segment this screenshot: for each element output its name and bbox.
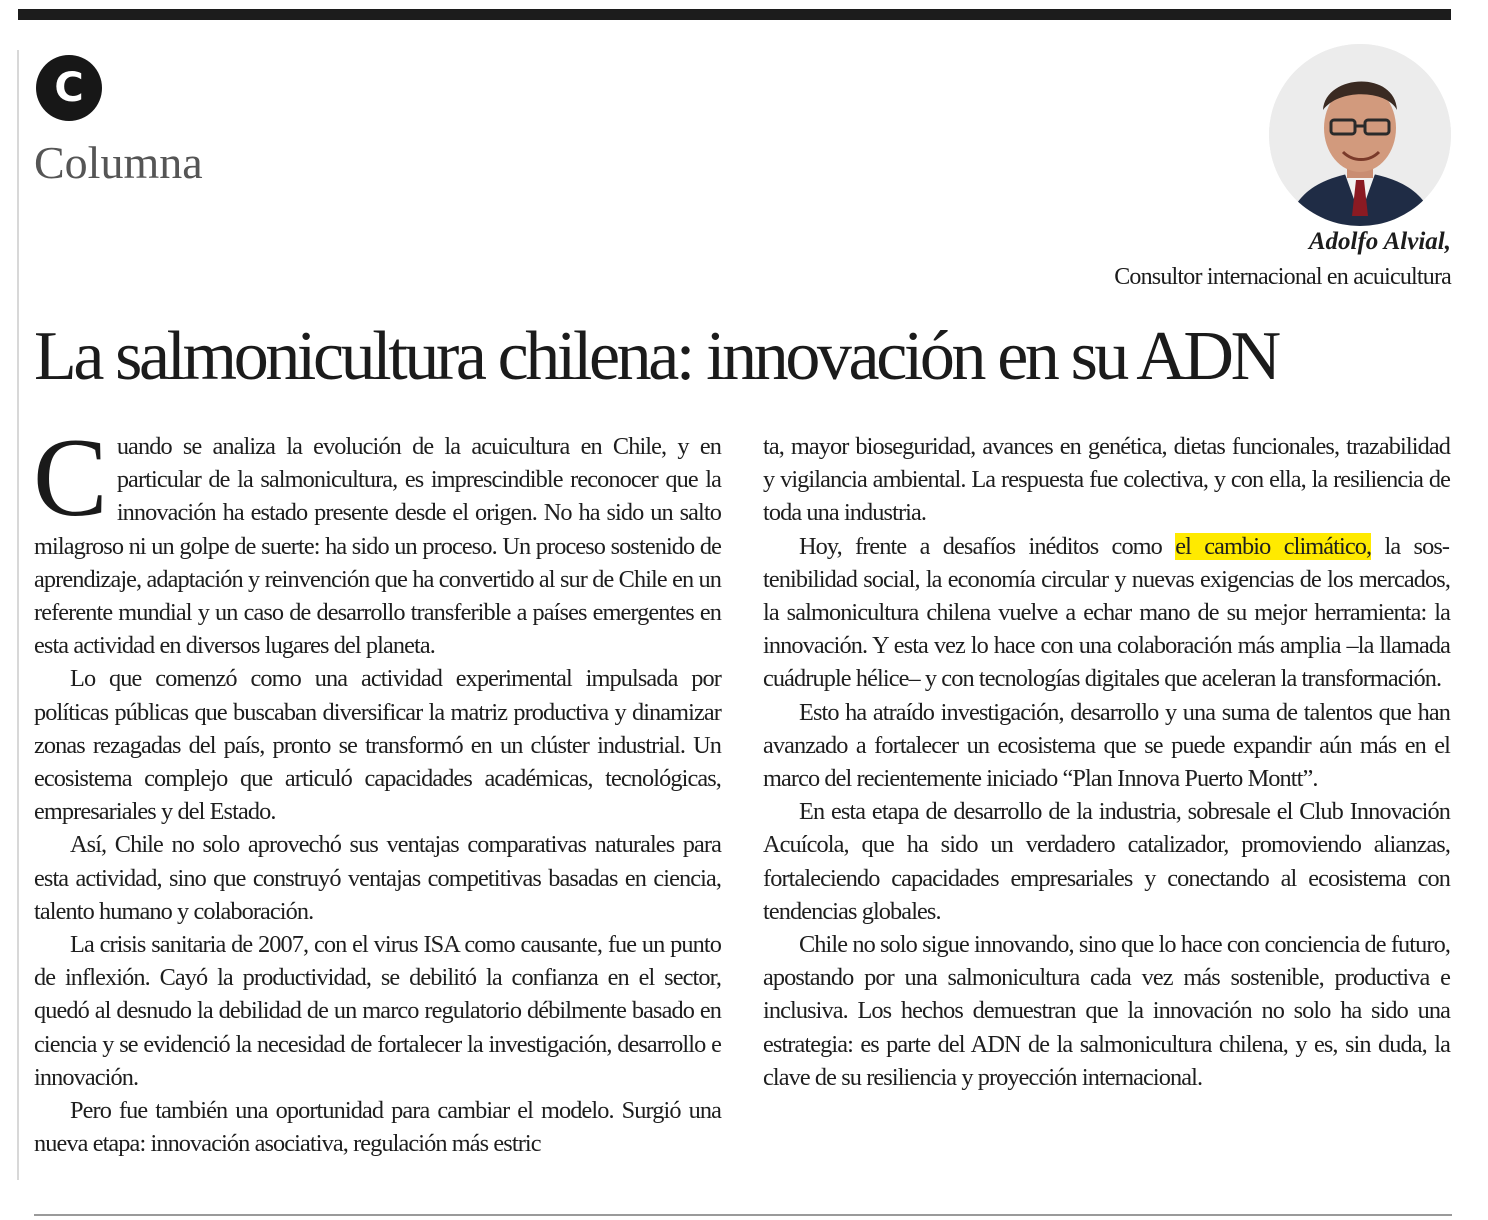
- left-border-rule: [17, 50, 19, 1180]
- paragraph: Así, Chile no solo aprovechó sus ventajas comparativas naturales para esta actividad, sino que construyó ventajas competitivas basadas en ciencia, talento humano y colaboración.: [34, 831, 721, 925]
- paragraph-text: Hoy, frente a desafíos inéditos como: [799, 532, 1176, 560]
- body-column-right: [763, 430, 1450, 1094]
- paragraph: [33, 416, 721, 662]
- paragraph: ta, mayor bioseguridad, avances en genética, dietas funcionales, trazabilidad y vigilancia ambiental. La respuesta fue colectiva, y con ella, la resiliencia de toda una industria.: [763, 433, 1450, 527]
- author-role: Consultor internacional en acuicultura: [1114, 264, 1451, 290]
- paragraph: Lo que comenzó como una actividad experimental impulsada por políticas públicas que buscaban diversificar la matriz productiva y dinamizar zonas rezagadas del país, pronto se transformó en un clúster industrial. Un ecosistema complejo que articuló capacidades académicas, tecnológicas, empresariales y del Estado.: [34, 665, 721, 826]
- author-name: Adolfo Alvial,: [1308, 228, 1451, 255]
- bottom-rule: [34, 1214, 1452, 1216]
- drop-cap: C: [33, 416, 107, 540]
- body-column-left: [33, 416, 721, 1160]
- paragraph: [763, 530, 1450, 696]
- highlighted-text: el cambio climático,: [1175, 532, 1372, 560]
- author-portrait-icon: [1269, 44, 1451, 226]
- column-logo-letter: C: [54, 65, 84, 111]
- paragraph-text: uando se analiza la evolución de la acuicultura en Chile, y en particular de la salmonicultura, es imprescindible reconocer que la innovación ha estado presente desde el origen. No ha sido un salto milagroso ni un golpe de suerte: ha sido un proceso. Un proceso sostenido de aprendizaje, adaptación y reinvención que ha convertido al sur de Chile en un referente mundial y un caso de desarrollo transferible a países emergentes en esta actividad en diversos lugares del planeta.: [34, 433, 721, 660]
- paragraph-text: la sostenibilidad social, la economía circular y nuevas exigencias de los mercados, la salmonicultura chilena vuelve a echar mano de su mejor herramienta: la innovación. Y esta vez lo hace con una colaboración más amplia –la llamada cuádruple hélice– y con tecnologías digitales que aceleran la transformación.: [763, 532, 1450, 693]
- section-title: Columna: [34, 137, 203, 188]
- author-photo: [1269, 44, 1451, 226]
- paragraph: La crisis sanitaria de 2007, con el virus ISA como causante, fue un punto de inflexión. Cayó la productividad, se debilitó la confianza en el sector, quedó al desnudo la debilidad de un marco regulatorio débilmente basado en ciencia y se evidenció la necesidad de fortalecer la investigación, desarrollo e innovación.: [34, 931, 721, 1091]
- paragraph: Chile no solo sigue innovando, sino que lo hace con conciencia de futuro, apostando por una salmonicultura cada vez más sostenible, productiva e inclusiva. Los hechos demuestran que la innovación no solo ha sido una estrategia: es parte del ADN de la salmonicultura chilena, y es, sin duda, la clave de su resiliencia y proyección internacional.: [763, 931, 1450, 1091]
- paragraph: Esto ha atraído investigación, desarrollo y una suma de talentos que han avanzado a fortalecer un ecosistema que se puede expandir aún más en el marco del recientemente iniciado “Plan Innova Puerto Montt”.: [763, 698, 1450, 793]
- paragraph: Pero fue también una oportunidad para cambiar el modelo. Surgió una nueva etapa: innovación asociativa, regulación más estric: [34, 1097, 721, 1158]
- column-logo-icon: [36, 55, 102, 121]
- paragraph: En esta etapa de desarrollo de la industria, sobresale el Club Innovación Acuícola, que ha sido un verdadero catalizador, promoviendo alianzas, fortaleciendo capacidades empresariales y conectando al ecosistema con tendencias globales.: [763, 798, 1450, 925]
- headline: La salmonicultura chilena: innovación en su ADN: [34, 318, 1278, 395]
- top-rule: [18, 9, 1451, 20]
